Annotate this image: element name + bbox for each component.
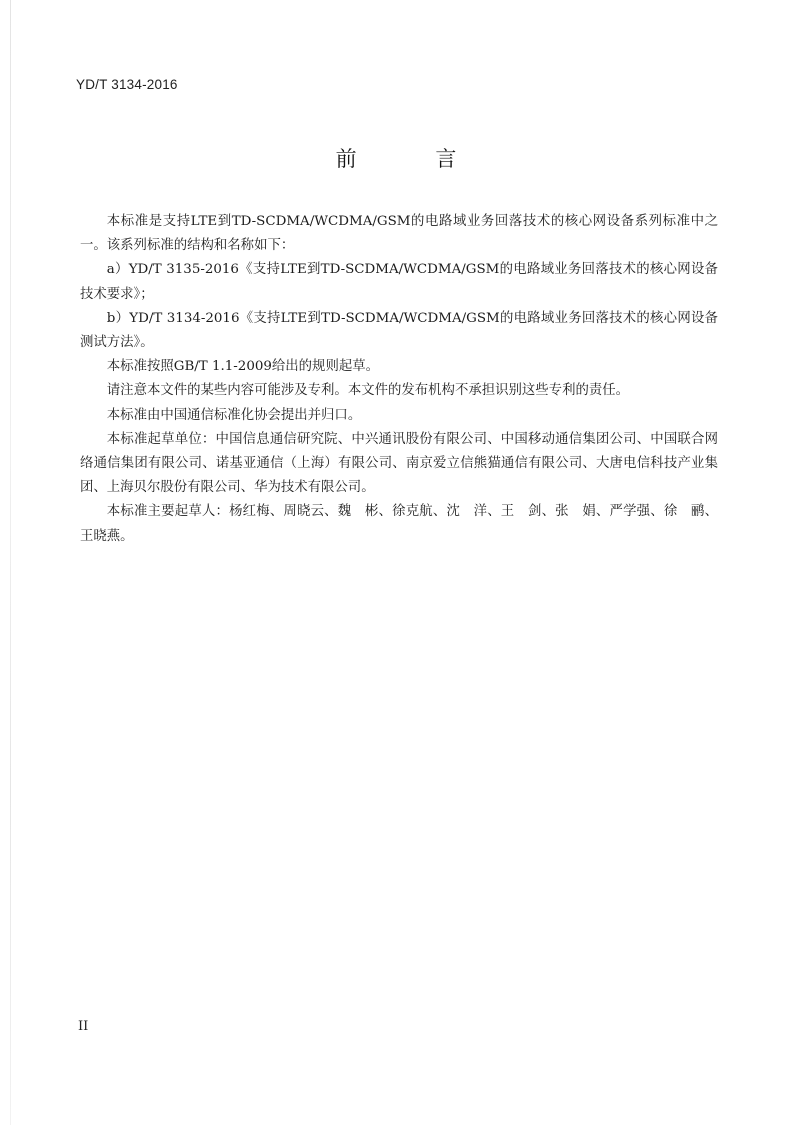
- paragraph-item-b: b）YD/T 3134-2016《支持LTE到TD-SCDMA/WCDMA/GSM的电路域业务回落技术的核心网设备测试方法》。: [80, 310, 718, 351]
- foreword-body: [80, 210, 718, 549]
- paragraph-proposer: 本标准由中国通信标准化协会提出并归口。: [106, 407, 362, 423]
- paragraph-drafting-rules: 本标准按照GB/T 1.1-2009给出的规则起草。: [106, 359, 380, 375]
- paragraph-series-intro: 本标准是支持LTE到TD-SCDMA/WCDMA/GSM的电路域业务回落技术的核心网设备系列标准中之一。该系列标准的结构和名称如下：: [80, 214, 718, 254]
- standard-code-header: YD/T 3134-2016: [76, 77, 178, 92]
- page-number: II: [78, 1019, 89, 1034]
- paragraph-patent-notice: 请注意本文件的某些内容可能涉及专利。本文件的发布机构不承担识别这些专利的责任。: [106, 383, 630, 399]
- paragraph-item-a: a）YD/T 3135-2016《支持LTE到TD-SCDMA/WCDMA/GSM的电路域业务回落技术的核心网设备技术要求》；: [80, 262, 718, 302]
- paragraph-drafters: 本标准主要起草人：杨红梅、周晓云、魏 彬、徐克航、沈 洋、王 剑、张 娟、严学强、徐 鹂、王晓燕。: [80, 504, 718, 544]
- paragraph-drafting-units: 本标准起草单位：中国信息通信研究院、中兴通讯股份有限公司、中国移动通信集团公司、中国联合网络通信集团有限公司、诺基亚通信（上海）有限公司、南京爱立信熊猫通信有限公司、大唐电信科技产业集团、上海贝尔股份有限公司、华为技术有限公司。: [80, 431, 718, 496]
- page-title: 前 言: [335, 147, 493, 171]
